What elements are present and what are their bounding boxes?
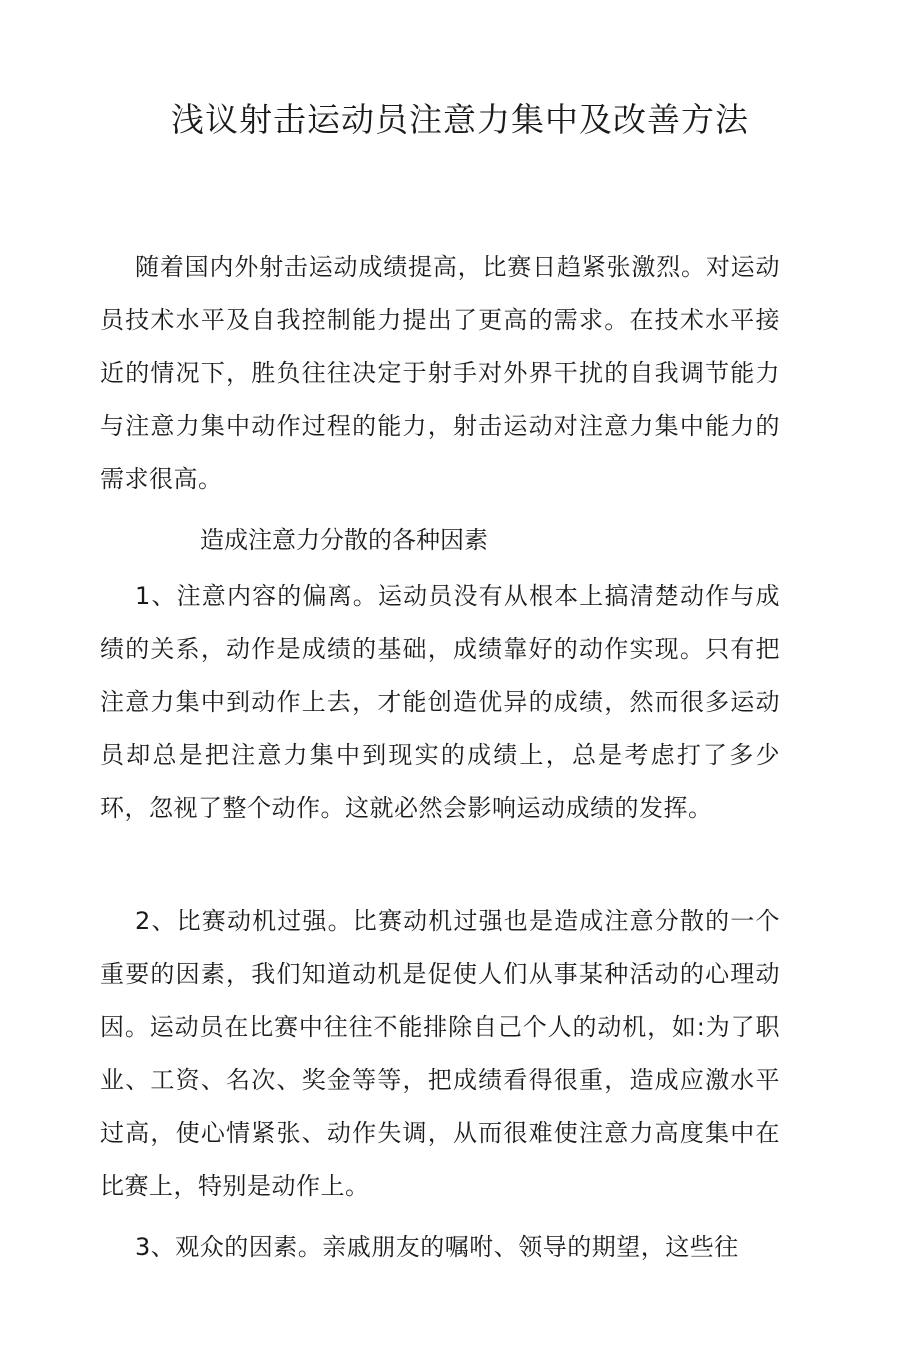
intro-paragraph: 随着国内外射击运动成绩提高，比赛日趋紧张激烈。对运动员技术水平及自我控制能力提出了更高的需求。在技术水平接近的情况下，胜负往往决定于射手对外界干扰的自我调节能力与注意力集中动作过程的能力，射击运动对注意力集中能力的需求很高。: [100, 253, 780, 493]
factor-paragraph-1: 1、注意内容的偏离。运动员没有从根本上搞清楚动作与成绩的关系，动作是成绩的基础，成绩靠好的动作实现。只有把注意力集中到动作上去，才能创造优异的成绩，然而很多运动员却总是把注意力集中到现实的成绩上，总是考虑打了多少环，忽视了整个动作。这就必然会影响运动成绩的发挥。: [100, 582, 780, 822]
factor-paragraph-2: 2、比赛动机过强。比赛动机过强也是造成注意分散的一个重要的因素，我们知道动机是促使人们从事某种活动的心理动因。运动员在比赛中往往不能排除自己个人的动机，如:为了职业、工资、名次、奖金等等，把成绩看得很重，造成应激水平过高，使心情紧张、动作失调，从而很难使注意力高度集中在比赛上，特别是动作上。: [100, 907, 780, 1200]
section-heading: 造成注意力分散的各种因素: [200, 526, 488, 554]
factor-paragraph-3: 3、观众的因素。亲戚朋友的嘱咐、领导的期望，这些往: [135, 1233, 739, 1261]
document-title: 浅议射击运动员注意力集中及改善方法: [171, 100, 749, 139]
